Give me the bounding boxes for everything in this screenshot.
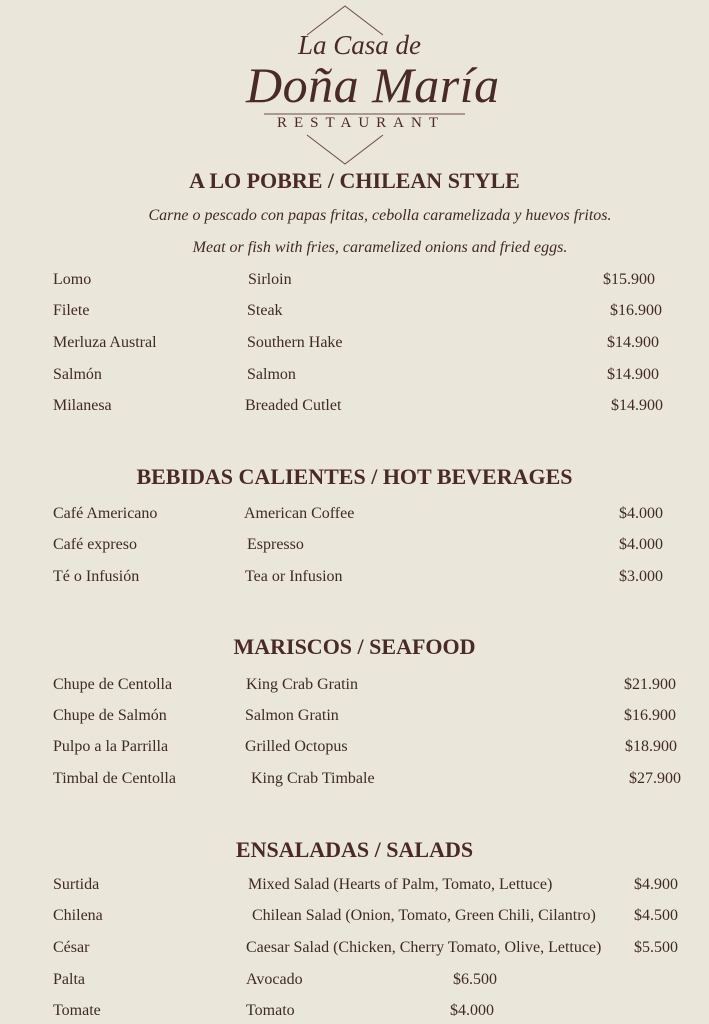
item-name-es: Milanesa: [53, 397, 112, 414]
item-name-es: Chupe de Salmón: [53, 707, 167, 724]
menu-item: [0, 770, 709, 792]
item-name-en: Espresso: [247, 536, 304, 553]
item-name-en: King Crab Gratin: [246, 676, 358, 693]
item-price: $16.900: [610, 302, 662, 319]
menu-item: [0, 971, 709, 993]
item-name-en: Grilled Octopus: [245, 738, 348, 755]
item-name-es: Palta: [53, 971, 85, 988]
menu-item: [0, 676, 709, 698]
item-name-es: Café expreso: [53, 536, 137, 553]
item-name-en: Salmon: [247, 366, 296, 383]
logo-line-2: Doña María: [246, 57, 500, 113]
item-name-es: Merluza Austral: [53, 334, 157, 351]
logo-subtitle: RESTAURANT: [277, 115, 445, 131]
menu-item: [0, 1002, 709, 1024]
item-price: $5.500: [634, 939, 678, 956]
menu-item: [0, 536, 709, 558]
item-name-en: Sirloin: [248, 271, 292, 288]
item-name-en: Caesar Salad (Chicken, Cherry Tomato, Olive, Lettuce): [246, 939, 602, 956]
menu-item: [0, 876, 709, 898]
item-name-en: Avocado: [246, 971, 303, 988]
item-price: $27.900: [629, 770, 681, 787]
item-price: $4.000: [619, 505, 663, 522]
item-name-es: Timbal de Centolla: [53, 770, 176, 787]
item-name-en: Tomato: [246, 1002, 295, 1019]
item-name-en: King Crab Timbale: [251, 770, 375, 787]
item-name-es: Té o Infusión: [53, 568, 140, 585]
item-name-es: Chilena: [53, 907, 103, 924]
item-name-en: Southern Hake: [247, 334, 343, 351]
menu-item: [0, 907, 709, 929]
item-name-en: Salmon Gratin: [245, 707, 339, 724]
section-description-es: Carne o pescado con papas fritas, cebolla caramelizada y huevos fritos.: [148, 207, 612, 224]
item-price: $4.000: [450, 1002, 494, 1019]
section-title-chilean-style: A LO POBRE / CHILEAN STYLE: [189, 168, 520, 193]
item-price: $6.500: [453, 971, 497, 988]
menu-item: [0, 505, 709, 527]
item-name-en: American Coffee: [244, 505, 355, 522]
item-name-es: Filete: [53, 302, 90, 319]
item-name-es: Lomo: [53, 271, 92, 288]
item-price: $15.900: [603, 271, 655, 288]
menu-item: [0, 707, 709, 729]
item-name-en: Breaded Cutlet: [245, 397, 342, 414]
item-price: $14.900: [607, 366, 659, 383]
item-name-en: Mixed Salad (Hearts of Palm, Tomato, Lettuce): [248, 876, 553, 893]
section-title-salads: ENSALADAS / SALADS: [235, 837, 474, 862]
restaurant-logo: [240, 4, 500, 166]
section-title-hot-beverages: BEBIDAS CALIENTES / HOT BEVERAGES: [136, 464, 573, 489]
item-price: $14.900: [611, 397, 663, 414]
item-name-en: Chilean Salad (Onion, Tomato, Green Chili, Cilantro): [252, 907, 596, 924]
menu-item: [0, 397, 709, 419]
item-name-es: César: [53, 939, 90, 956]
item-name-es: Chupe de Centolla: [53, 676, 173, 693]
menu-item: [0, 334, 709, 356]
item-name-es: Tomate: [53, 1002, 101, 1019]
menu-item: [0, 302, 709, 324]
item-name-es: Café Americano: [53, 505, 158, 522]
menu-item: [0, 738, 709, 760]
menu-item: [0, 939, 709, 961]
menu-item: [0, 366, 709, 388]
item-price: $4.500: [634, 907, 678, 924]
section-description-en: Meat or fish with fries, caramelized onions and fried eggs.: [192, 239, 568, 256]
item-price: $14.900: [607, 334, 659, 351]
item-price: $18.900: [625, 738, 677, 755]
item-price: $21.900: [624, 676, 676, 693]
section-title-seafood: MARISCOS / SEAFOOD: [233, 634, 476, 659]
item-price: $4.000: [619, 536, 663, 553]
item-price: $3.000: [619, 568, 663, 585]
item-price: $16.900: [624, 707, 676, 724]
item-name-en: Tea or Infusion: [245, 568, 343, 585]
item-name-es: Salmón: [53, 366, 102, 383]
logo-line-1: La Casa de: [298, 30, 422, 60]
item-price: $4.900: [634, 876, 678, 893]
item-name-en: Steak: [247, 302, 283, 319]
item-name-es: Pulpo a la Parrilla: [53, 738, 169, 755]
menu-item: [0, 271, 709, 293]
menu-item: [0, 568, 709, 590]
item-name-es: Surtida: [53, 876, 100, 893]
